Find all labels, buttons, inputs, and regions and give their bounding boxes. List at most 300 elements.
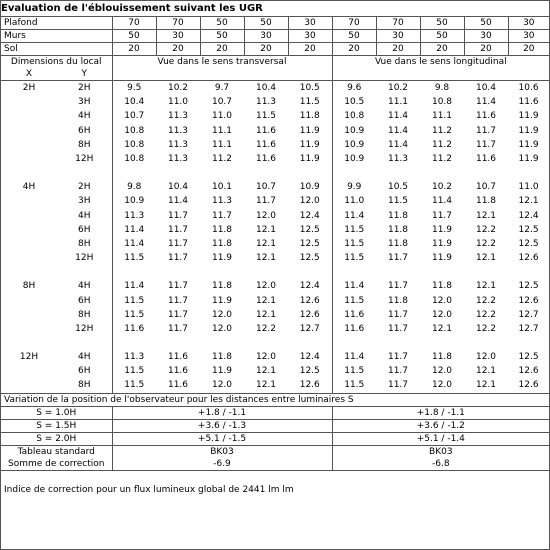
ugr-value-longitudinal: 11.4 <box>344 210 365 221</box>
ugr-value-longitudinal: 11.4 <box>475 97 497 108</box>
ugr-value-longitudinal: 11.8 <box>431 352 453 363</box>
ugr-value-longitudinal: 11.8 <box>387 210 409 221</box>
ugr-value-transversal: 12.0 <box>211 323 233 334</box>
ugr-value-transversal: 11.0 <box>211 111 233 122</box>
variation-label: Variation de la position de l'observateur pour les distances entre luminaires S <box>4 394 354 405</box>
correction-transversal: -6.9 <box>112 458 332 471</box>
ugr-value-transversal: 11.3 <box>124 210 145 221</box>
ugr-value-longitudinal: 11.4 <box>344 352 365 363</box>
ugr-value-longitudinal: 10.2 <box>387 83 409 94</box>
ugr-value-transversal: 11.1 <box>211 139 233 150</box>
room-y: 6H <box>57 293 112 307</box>
ugr-value-longitudinal: 12.6 <box>518 253 539 264</box>
ceiling-value: 30 <box>288 17 332 30</box>
room-y: 2H <box>57 180 112 194</box>
ugr-value-longitudinal: 11.7 <box>475 139 497 150</box>
ugr-value-longitudinal: 12.2 <box>475 295 497 306</box>
ugr-value-longitudinal: 11.5 <box>344 238 365 249</box>
ugr-value-transversal: 10.7 <box>124 111 145 122</box>
dims-xy-row <box>1 68 549 81</box>
walls-value: 30 <box>244 30 288 43</box>
variation-longitudinal: +5.1 / -1.4 <box>416 433 465 444</box>
ugr-value-longitudinal: 12.0 <box>431 380 453 391</box>
ugr-value-longitudinal: 12.2 <box>475 238 497 249</box>
floor-value: 20 <box>332 43 376 56</box>
room-x <box>1 138 57 152</box>
ugr-value-longitudinal: 9.8 <box>434 83 450 94</box>
ugr-value-longitudinal: 12.1 <box>475 380 497 391</box>
ugr-value-transversal: 11.6 <box>167 380 189 391</box>
room-x <box>1 237 57 251</box>
ugr-value-transversal: 12.4 <box>288 279 332 293</box>
ugr-value-longitudinal: 12.1 <box>475 366 497 377</box>
ugr-value-longitudinal: 11.8 <box>387 224 409 235</box>
ugr-value-longitudinal: 11.2 <box>431 154 453 165</box>
room-x: 12H <box>19 352 39 363</box>
floor-value: 20 <box>464 43 508 56</box>
ugr-value-transversal: 11.0 <box>167 97 189 108</box>
ugr-value-longitudinal: 11.6 <box>475 111 497 122</box>
room-x <box>1 124 57 138</box>
ugr-value-transversal: 11.8 <box>211 281 233 292</box>
ugr-value-longitudinal: 12.2 <box>475 224 497 235</box>
ugr-value-longitudinal: 11.7 <box>387 309 409 320</box>
room-y: 6H <box>57 223 112 237</box>
ugr-value-longitudinal: 12.0 <box>431 366 453 377</box>
view-longitudinal-label: Vue dans le sens longitudinal <box>375 57 507 67</box>
blank-cell <box>332 265 549 279</box>
room-y: 4H <box>57 109 112 123</box>
ugr-value-longitudinal: 12.2 <box>475 323 497 334</box>
spacing-label: S = 1.0H <box>1 406 112 419</box>
ceiling-value: 70 <box>156 17 200 30</box>
ugr-value-longitudinal: 12.5 <box>518 352 539 363</box>
ugr-value-transversal: 11.6 <box>255 139 277 150</box>
variation-row <box>1 432 549 445</box>
variation-row <box>1 419 549 432</box>
blank-cell <box>1 336 112 350</box>
room-x <box>1 378 57 393</box>
variation-longitudinal: +1.8 / -1.1 <box>416 407 465 418</box>
room-x: 8H <box>22 281 36 292</box>
ugr-value-transversal: 11.7 <box>167 309 189 320</box>
ugr-value-transversal: 10.7 <box>255 182 277 193</box>
variation-transversal: +1.8 / -1.1 <box>112 406 332 419</box>
ugr-value-longitudinal: 12.6 <box>518 380 539 391</box>
ugr-value-longitudinal: 11.6 <box>475 154 497 165</box>
ugr-value-transversal: 10.2 <box>167 83 189 94</box>
ugr-value-longitudinal: 11.9 <box>518 154 539 165</box>
ugr-value-longitudinal: 12.5 <box>518 224 539 235</box>
blank-cell <box>112 166 332 180</box>
ugr-value-longitudinal: 11.1 <box>387 97 409 108</box>
ugr-value-transversal: 11.4 <box>124 281 145 292</box>
ugr-value-transversal: 11.8 <box>288 109 332 123</box>
ugr-value-transversal: 12.6 <box>288 293 332 307</box>
room-x <box>1 308 57 322</box>
table-row <box>1 364 549 378</box>
dims-y-label: Y <box>57 68 112 81</box>
standard-longitudinal: BK03 <box>429 446 453 457</box>
room-y: 4H <box>57 279 112 293</box>
room-y: 2H <box>57 81 112 96</box>
walls-value: 30 <box>376 30 420 43</box>
table-row <box>1 180 549 194</box>
ugr-value-transversal: 11.7 <box>167 281 189 292</box>
ugr-value-longitudinal: 12.6 <box>518 295 539 306</box>
table-row <box>1 251 549 265</box>
ugr-value-longitudinal: 10.4 <box>475 83 497 94</box>
floor-value: 20 <box>376 43 420 56</box>
ugr-value-transversal: 10.8 <box>124 125 145 136</box>
ugr-value-longitudinal: 12.1 <box>518 196 539 207</box>
ugr-value-transversal: 11.4 <box>124 238 145 249</box>
ugr-table <box>1 1 549 471</box>
ugr-value-longitudinal: 12.4 <box>518 210 539 221</box>
ugr-value-transversal: 12.1 <box>255 380 277 391</box>
table-row <box>1 109 549 123</box>
room-y: 8H <box>57 308 112 322</box>
ugr-value-transversal: 11.5 <box>124 253 145 264</box>
ugr-value-longitudinal: 11.9 <box>518 125 539 136</box>
ugr-value-transversal: 10.7 <box>211 97 233 108</box>
table-row <box>1 194 549 208</box>
ugr-value-transversal: 11.1 <box>211 125 233 136</box>
walls-value: 30 <box>464 30 508 43</box>
walls-label: Murs <box>1 30 112 43</box>
ugr-value-transversal: 11.7 <box>167 238 189 249</box>
ugr-value-transversal: 11.6 <box>124 323 145 334</box>
room-y: 8H <box>57 378 112 393</box>
ugr-value-longitudinal: 11.9 <box>431 238 453 249</box>
ugr-value-transversal: 11.9 <box>211 366 233 377</box>
spacing-label: S = 1.5H <box>1 419 112 432</box>
ceiling-value: 30 <box>523 18 535 28</box>
ugr-value-transversal: 10.9 <box>124 196 145 207</box>
walls-value: 50 <box>420 30 464 43</box>
ugr-value-transversal: 11.4 <box>124 224 145 235</box>
ugr-value-longitudinal: 12.6 <box>518 366 539 377</box>
walls-value: 50 <box>112 30 156 43</box>
title-row <box>1 1 549 17</box>
ugr-value-longitudinal: 11.4 <box>387 111 409 122</box>
room-x <box>1 209 57 223</box>
ugr-value-transversal: 11.3 <box>167 139 189 150</box>
ugr-value-transversal: 12.1 <box>255 366 277 377</box>
spacing-label: S = 2.0H <box>1 432 112 445</box>
ugr-value-transversal: 12.0 <box>255 281 277 292</box>
group-gap <box>1 265 549 279</box>
ugr-value-longitudinal: 12.1 <box>475 253 497 264</box>
reflectance-row-walls <box>1 30 549 43</box>
ugr-value-longitudinal: 11.5 <box>344 295 365 306</box>
ugr-value-longitudinal: 10.8 <box>344 111 365 122</box>
ugr-value-transversal: 11.5 <box>124 295 145 306</box>
ugr-value-transversal: 12.0 <box>211 309 233 320</box>
floor-value: 20 <box>200 43 244 56</box>
ugr-value-transversal: 12.5 <box>288 251 332 265</box>
walls-value: 50 <box>200 30 244 43</box>
room-x <box>1 251 57 265</box>
ugr-value-longitudinal: 12.7 <box>518 309 539 320</box>
ugr-value-longitudinal: 10.9 <box>344 154 365 165</box>
ugr-value-longitudinal: 11.5 <box>344 224 365 235</box>
ugr-value-transversal: 12.0 <box>288 194 332 208</box>
group-gap <box>1 336 549 350</box>
ugr-value-transversal: 11.9 <box>288 138 332 152</box>
ugr-value-longitudinal: 12.5 <box>518 281 539 292</box>
ugr-value-transversal: 10.4 <box>124 97 145 108</box>
ugr-value-longitudinal: 11.5 <box>344 253 365 264</box>
ugr-value-longitudinal: 11.2 <box>431 139 453 150</box>
ugr-value-transversal: 9.8 <box>127 182 142 193</box>
ugr-value-transversal: 11.9 <box>211 295 233 306</box>
ugr-value-transversal: 12.4 <box>288 209 332 223</box>
correction-label: Somme de correction <box>1 458 112 471</box>
room-y: 12H <box>57 152 112 166</box>
ugr-value-longitudinal: 11.5 <box>387 196 409 207</box>
ugr-value-longitudinal: 10.6 <box>518 83 539 94</box>
ugr-value-transversal: 10.1 <box>211 182 233 193</box>
room-y: 4H <box>57 350 112 364</box>
table-row <box>1 308 549 322</box>
ugr-value-transversal: 11.3 <box>211 196 233 207</box>
ugr-value-transversal: 11.5 <box>124 309 145 320</box>
ugr-value-transversal: 12.1 <box>255 238 277 249</box>
correction-note: Indice de correction pour un flux lumineux global de 2441 lm lm <box>4 485 294 495</box>
variation-longitudinal: +3.6 / -1.2 <box>416 420 465 431</box>
ugr-value-longitudinal: 12.1 <box>475 210 497 221</box>
room-x <box>1 293 57 307</box>
correction-longitudinal: -6.8 <box>432 458 450 469</box>
table-row <box>1 138 549 152</box>
ugr-value-transversal: 9.5 <box>127 83 142 94</box>
blank-cell <box>112 265 332 279</box>
walls-value: 30 <box>523 31 535 41</box>
dims-header-row <box>1 56 549 69</box>
view-transversal-label: Vue dans le sens transversal <box>112 56 332 69</box>
correction-row <box>1 458 549 471</box>
ugr-value-longitudinal: 11.7 <box>387 281 409 292</box>
ugr-value-transversal: 10.4 <box>255 83 277 94</box>
ugr-value-longitudinal: 11.6 <box>344 309 365 320</box>
variation-transversal: +3.6 / -1.3 <box>112 419 332 432</box>
walls-value: 30 <box>288 30 332 43</box>
ugr-value-longitudinal: 11.8 <box>475 196 497 207</box>
ugr-value-transversal: 11.7 <box>167 323 189 334</box>
ugr-value-longitudinal: 11.4 <box>387 139 409 150</box>
ugr-value-longitudinal: 11.4 <box>431 196 453 207</box>
room-x: 2H <box>22 83 36 94</box>
ugr-value-longitudinal: 11.3 <box>387 154 409 165</box>
ugr-value-transversal: 11.7 <box>167 210 189 221</box>
ugr-value-transversal: 11.7 <box>167 295 189 306</box>
floor-value: 20 <box>288 43 332 56</box>
ugr-value-transversal: 11.6 <box>255 125 277 136</box>
variation-transversal: +5.1 / -1.5 <box>112 432 332 445</box>
ugr-value-transversal: 12.1 <box>255 309 277 320</box>
walls-value: 50 <box>332 30 376 43</box>
ugr-value-transversal: 12.0 <box>255 210 277 221</box>
ceiling-value: 50 <box>464 17 508 30</box>
room-y: 12H <box>57 322 112 336</box>
room-x <box>1 364 57 378</box>
blank-cell <box>112 68 332 81</box>
table-row <box>1 279 549 293</box>
floor-value: 20 <box>112 43 156 56</box>
ugr-value-transversal: 11.8 <box>211 352 233 363</box>
ugr-value-longitudinal: 11.6 <box>344 323 365 334</box>
ugr-value-longitudinal: 11.6 <box>518 97 539 108</box>
ugr-value-longitudinal: 11.9 <box>431 253 453 264</box>
blank-cell <box>1 166 112 180</box>
blank-cell <box>332 336 549 350</box>
ugr-value-longitudinal: 11.7 <box>387 253 409 264</box>
ugr-value-longitudinal: 11.7 <box>387 323 409 334</box>
ugr-value-longitudinal: 11.4 <box>387 125 409 136</box>
room-x <box>1 109 57 123</box>
ugr-value-transversal: 11.8 <box>211 238 233 249</box>
ugr-value-transversal: 12.5 <box>288 237 332 251</box>
ugr-value-longitudinal: 12.1 <box>475 281 497 292</box>
ugr-value-transversal: 11.6 <box>167 352 189 363</box>
ugr-value-longitudinal: 10.9 <box>344 139 365 150</box>
ugr-value-longitudinal: 12.0 <box>431 295 453 306</box>
dims-label: Dimensions du local <box>1 56 112 69</box>
ugr-value-longitudinal: 11.5 <box>344 380 365 391</box>
ugr-value-longitudinal: 10.7 <box>475 182 497 193</box>
ceiling-value: 70 <box>332 17 376 30</box>
ugr-value-longitudinal: 11.7 <box>387 366 409 377</box>
standard-label: Tableau standard <box>1 445 112 458</box>
table-row <box>1 152 549 166</box>
ugr-value-longitudinal: 11.0 <box>518 182 539 193</box>
ugr-value-longitudinal: 9.6 <box>347 83 362 94</box>
ugr-value-longitudinal: 10.5 <box>387 182 409 193</box>
variation-row <box>1 406 549 419</box>
room-x <box>1 95 57 109</box>
table-row <box>1 322 549 336</box>
ugr-value-transversal: 12.0 <box>211 380 233 391</box>
ugr-value-longitudinal: 11.8 <box>431 281 453 292</box>
ugr-value-transversal: 11.7 <box>167 253 189 264</box>
ugr-value-transversal: 11.9 <box>288 152 332 166</box>
ugr-value-transversal: 10.5 <box>288 81 332 96</box>
group-gap <box>1 166 549 180</box>
ugr-value-longitudinal: 10.8 <box>431 97 453 108</box>
table-row <box>1 350 549 364</box>
ugr-value-transversal: 10.8 <box>124 154 145 165</box>
ceiling-value: 50 <box>420 17 464 30</box>
ugr-value-longitudinal: 11.4 <box>344 281 365 292</box>
room-y: 3H <box>57 194 112 208</box>
ugr-value-transversal: 12.7 <box>288 322 332 336</box>
ugr-value-transversal: 12.6 <box>288 308 332 322</box>
ugr-value-transversal: 10.4 <box>167 182 189 193</box>
ceiling-value: 70 <box>376 17 420 30</box>
ugr-value-transversal: 11.3 <box>167 111 189 122</box>
room-x <box>1 322 57 336</box>
ugr-value-transversal: 11.3 <box>124 352 145 363</box>
ugr-value-longitudinal: 11.7 <box>387 380 409 391</box>
ugr-value-transversal: 11.3 <box>167 125 189 136</box>
ugr-value-longitudinal: 12.7 <box>518 323 539 334</box>
ugr-value-transversal: 11.5 <box>124 380 145 391</box>
table-row <box>1 95 549 109</box>
table-row <box>1 237 549 251</box>
room-y: 4H <box>57 209 112 223</box>
ugr-value-longitudinal: 11.7 <box>387 352 409 363</box>
ugr-value-transversal: 11.9 <box>211 253 233 264</box>
ceiling-label: Plafond <box>1 17 112 30</box>
ugr-value-transversal: 11.4 <box>167 196 189 207</box>
ugr-value-longitudinal: 12.2 <box>475 309 497 320</box>
ugr-value-transversal: 9.7 <box>214 83 230 94</box>
standard-transversal: BK03 <box>112 445 332 458</box>
ceiling-value: 50 <box>244 17 288 30</box>
ugr-value-longitudinal: 11.8 <box>387 238 409 249</box>
ugr-value-longitudinal: 12.0 <box>431 309 453 320</box>
ugr-value-transversal: 12.0 <box>255 352 277 363</box>
floor-value: 20 <box>244 43 288 56</box>
blank-cell <box>112 336 332 350</box>
ugr-value-transversal: 11.5 <box>288 95 332 109</box>
ugr-value-transversal: 11.7 <box>167 224 189 235</box>
floor-label: Sol <box>1 43 112 56</box>
dims-x-label: X <box>25 69 33 79</box>
walls-value: 30 <box>156 30 200 43</box>
ugr-value-transversal: 11.5 <box>255 111 277 122</box>
ugr-value-transversal: 11.8 <box>211 224 233 235</box>
ugr-value-transversal: 11.6 <box>167 366 189 377</box>
blank-cell <box>332 68 549 81</box>
blank-cell <box>332 166 549 180</box>
ugr-value-longitudinal: 11.1 <box>431 111 453 122</box>
ugr-value-longitudinal: 11.7 <box>475 125 497 136</box>
ugr-value-longitudinal: 11.8 <box>387 295 409 306</box>
reflectance-row-ceiling <box>1 17 549 30</box>
ugr-value-transversal: 11.7 <box>255 196 277 207</box>
ugr-value-longitudinal: 12.0 <box>475 352 497 363</box>
floor-value: 20 <box>420 43 464 56</box>
ugr-value-transversal: 10.9 <box>288 180 332 194</box>
ugr-value-longitudinal: 11.5 <box>344 366 365 377</box>
ceiling-value: 70 <box>112 17 156 30</box>
room-x <box>1 152 57 166</box>
ugr-value-longitudinal: 10.9 <box>344 125 365 136</box>
table-row <box>1 124 549 138</box>
ugr-value-longitudinal: 11.7 <box>431 210 453 221</box>
ugr-value-transversal: 12.6 <box>288 378 332 393</box>
ugr-value-transversal: 12.1 <box>255 224 277 235</box>
ugr-value-longitudinal: 12.5 <box>518 238 539 249</box>
table-row <box>1 81 549 96</box>
table-row <box>1 209 549 223</box>
ugr-value-transversal: 10.8 <box>124 139 145 150</box>
room-y: 8H <box>57 138 112 152</box>
ugr-value-transversal: 11.7 <box>211 210 233 221</box>
page-title: Evaluation de l'éblouissement suivant les UGR <box>1 2 263 14</box>
ugr-value-transversal: 11.5 <box>124 366 145 377</box>
ugr-value-longitudinal: 11.2 <box>431 125 453 136</box>
standard-row <box>1 445 549 458</box>
variation-header-row <box>1 393 549 406</box>
ugr-value-longitudinal: 9.9 <box>347 182 362 193</box>
room-y: 6H <box>57 124 112 138</box>
ugr-value-longitudinal: 10.5 <box>344 97 365 108</box>
floor-value: 20 <box>156 43 200 56</box>
table-row <box>1 293 549 307</box>
